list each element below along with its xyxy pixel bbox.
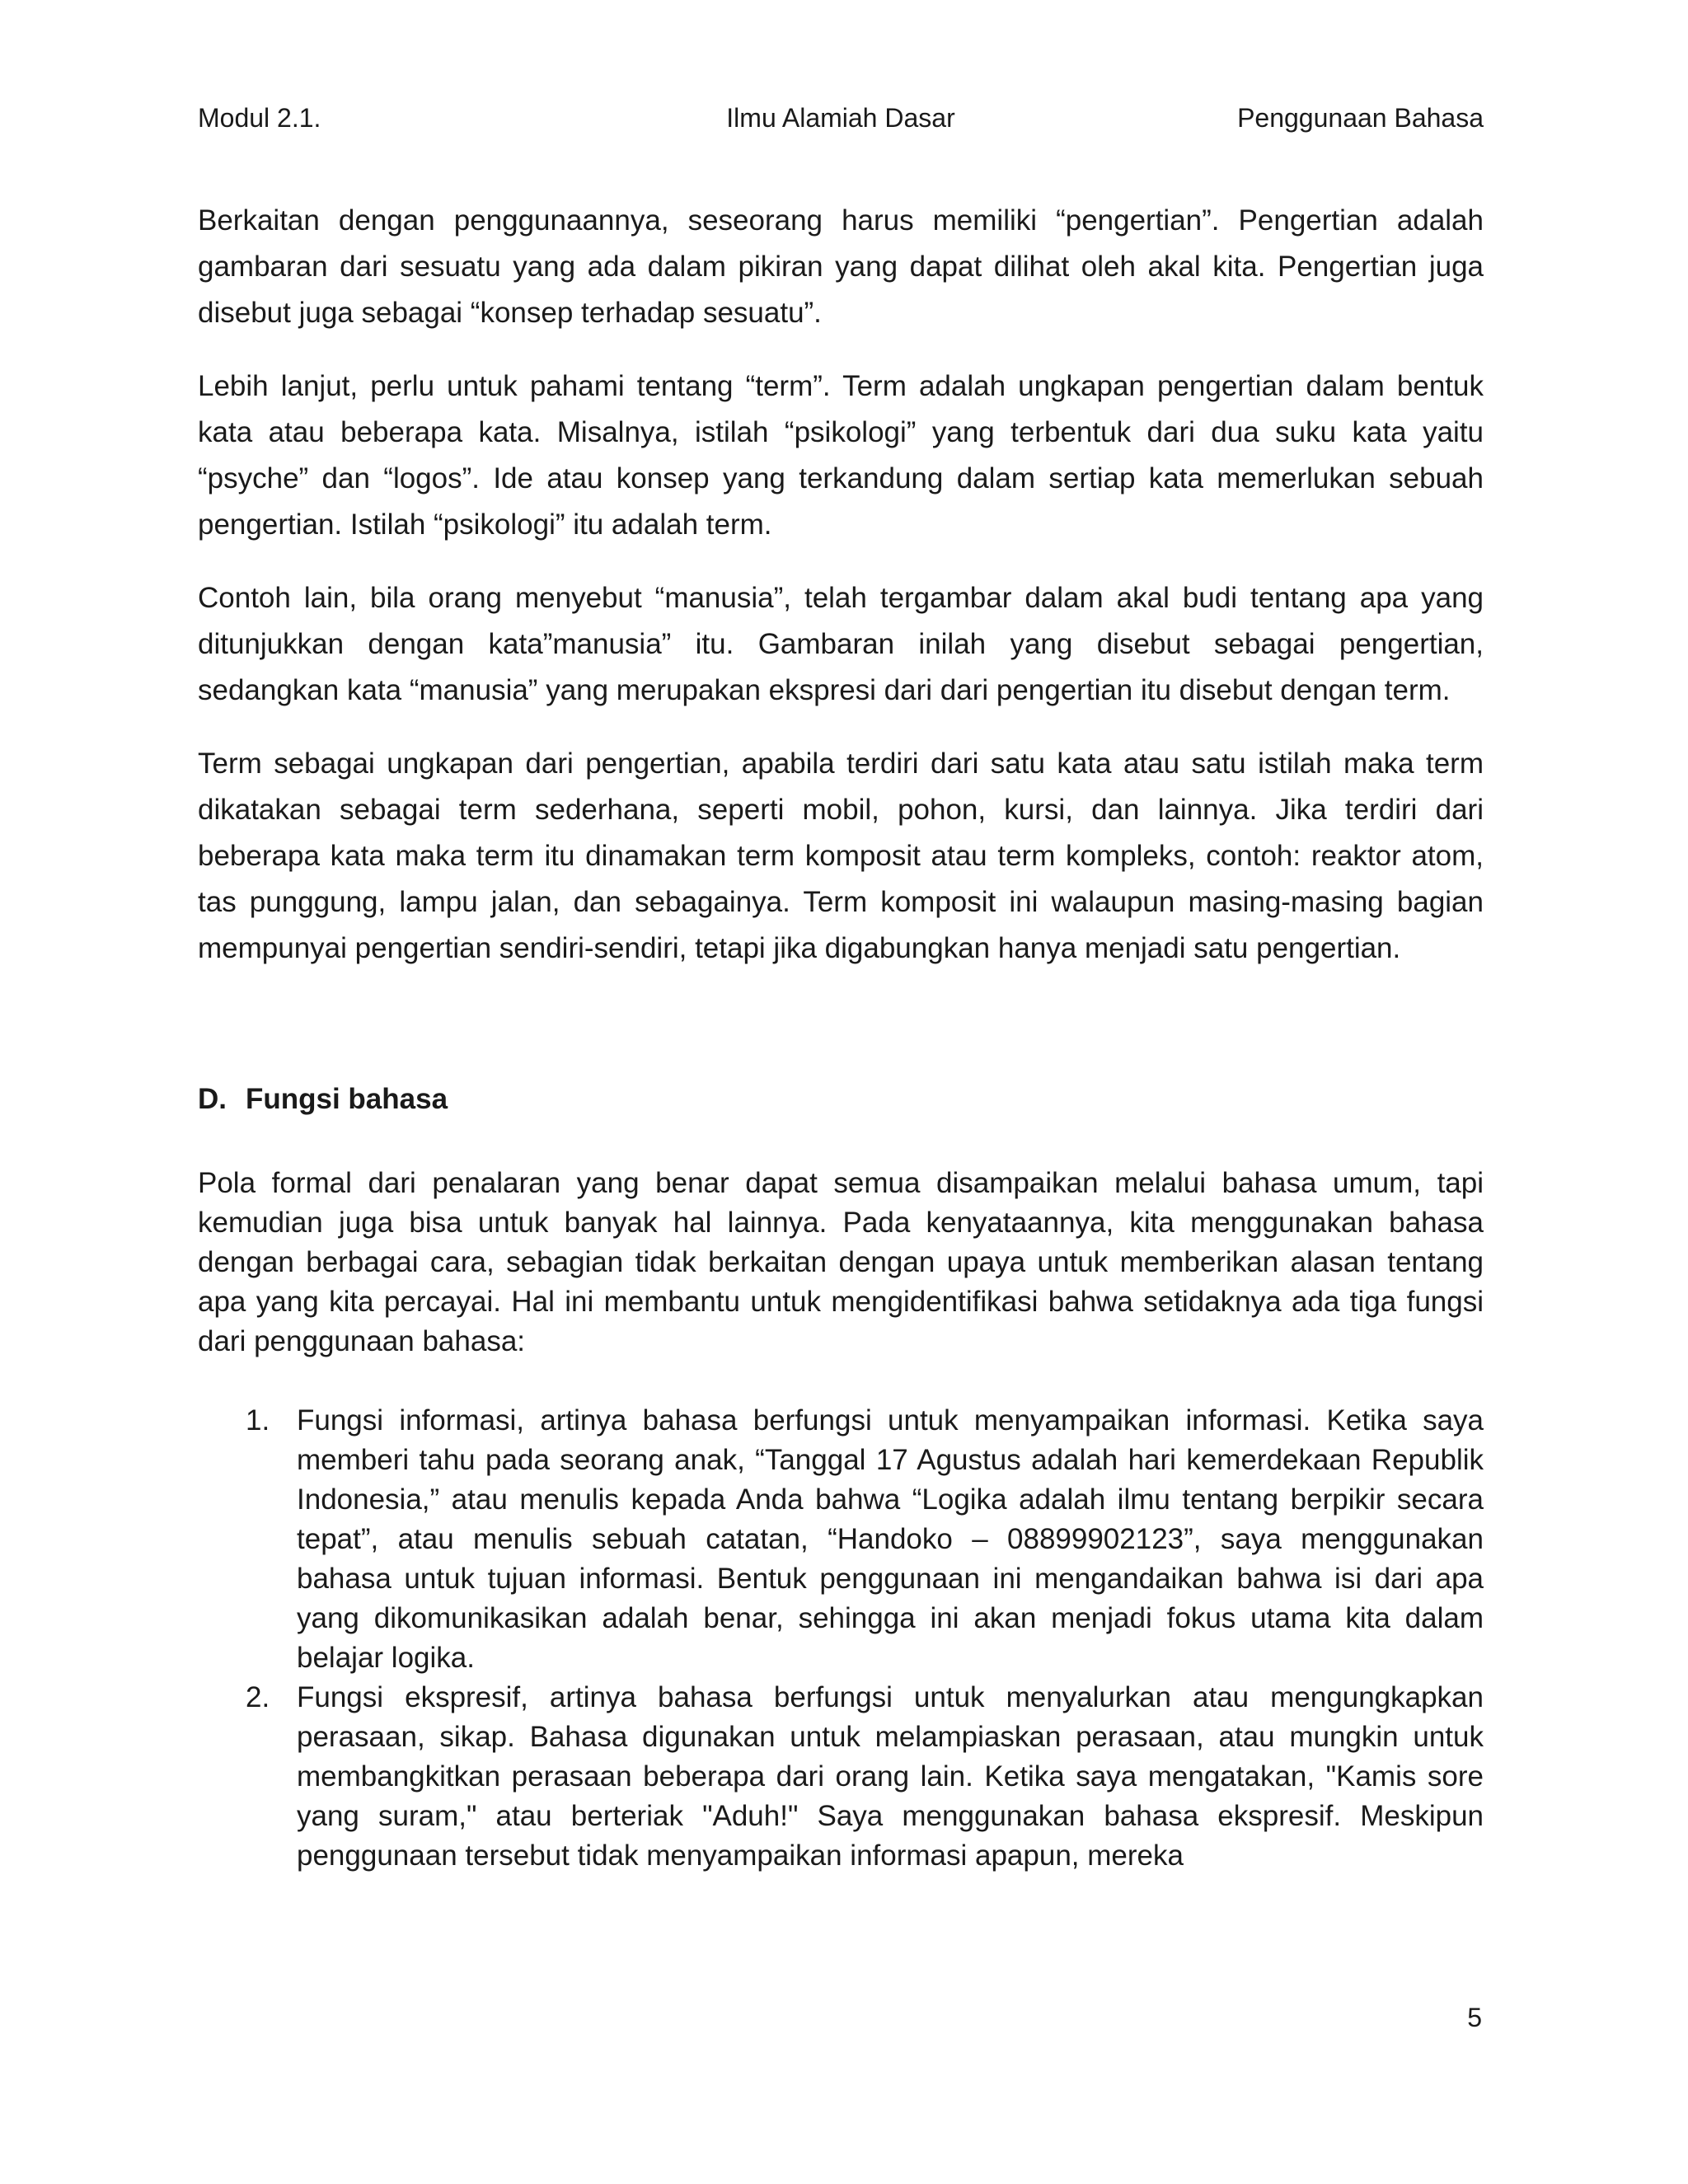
section-body [198, 1164, 1484, 1876]
list-item-text: Fungsi informasi, artinya bahasa berfungsi untuk menyampaikan informasi. Ketika saya memberi tahu pada seorang anak, “Tanggal 17 Agustus adalah hari kemerdekaan Republik Indonesia,” atau menulis kepada Anda bahwa “Logika adalah ilmu tentang berpikir secara tepat”, atau menulis sebuah catatan, “Handoko – 08899902123”, saya menggunakan bahasa untuk tujuan informasi. Bentuk penggunaan ini mengandaikan bahwa isi dari apa yang dikomunikasikan adalah benar, sehingga ini akan menjadi fokus utama kita dalam belajar logika. [297, 1404, 1484, 1674]
paragraph-term: Lebih lanjut, perlu untuk pahami tentang “term”. Term adalah ungkapan pengertian dalam bentuk kata atau beberapa kata. Misalnya, istilah “psikologi” yang terbentuk dari dua suku kata yaitu “psyche” dan “logos”. Ide atau konsep yang terkandung dalam sertiap kata memerlukan sebuah pengertian. Istilah “psikologi” itu adalah term. [198, 370, 1484, 541]
list-item [198, 1678, 1484, 1876]
page-header [198, 99, 1484, 137]
list-item [198, 1401, 1484, 1678]
header-chapter-title: Penggunaan Bahasa [1237, 103, 1484, 133]
paragraph-pengertian: Berkaitan dengan penggunaannya, seseorang harus memiliki “pengertian”. Pengertian adalah gambaran dari sesuatu yang ada dalam pikiran yang dapat dilihat oleh akal kita. Pengertian juga disebut juga sebagai “konsep terhadap sesuatu”. [198, 204, 1484, 329]
header-module: Modul 2.1. [198, 103, 321, 133]
page-number: 5 [1467, 2003, 1482, 2032]
section-number: D. [198, 1083, 227, 1115]
paragraph-term-komposit: Term sebagai ungkapan dari pengertian, apabila terdiri dari satu kata atau satu istilah maka term dikatakan sebagai term sederhana, seperti mobil, pohon, kursi, dan lainnya. Jika terdiri dari beberapa kata maka term itu dinamakan term komposit atau term kompleks, contoh: reaktor atom, tas punggung, lampu jalan, dan sebagainya. Term komposit ini walaupun masing-masing bagian mempunyai pengertian sendiri-sendiri, tetapi jika digabungkan hanya menjadi satu pengertian. [198, 748, 1484, 964]
list-item-text: Fungsi ekspresif, artinya bahasa berfungsi untuk menyalurkan atau mengungkapkan perasaan, sikap. Bahasa digunakan untuk melampiaskan perasaan, atau mungkin untuk membangkitkan perasaan beberapa dari orang lain. Ketika saya mengatakan, "Kamis sore yang suram," atau berteriak "Aduh!" Saya menggunakan bahasa ekspresif. Meskipun penggunaan tersebut tidak menyampaikan informasi apapun, mereka [297, 1681, 1484, 1872]
page-content [198, 198, 1484, 1876]
list-item-number: 2. [246, 1681, 270, 1713]
paragraph-fungsi-intro: Pola formal dari penalaran yang benar dapat semua disampaikan melalui bahasa umum, tapi kemudian juga bisa untuk banyak hal lainnya. Pada kenyataannya, kita menggunakan bahasa dengan berbagai cara, sebagian tidak berkaitan dengan upaya untuk memberikan alasan tentang apa yang kita percayai. Hal ini membantu untuk mengidentifikasi bahwa setidaknya ada tiga fungsi dari penggunaan bahasa: [198, 1167, 1484, 1357]
list-item-number: 1. [246, 1404, 270, 1436]
paragraph-contoh-manusia: Contoh lain, bila orang menyebut “manusia”, telah tergambar dalam akal budi tentang apa yang ditunjukkan dengan kata”manusia” itu. Gambaran inilah yang disebut sebagai pengertian, sedangkan kata “manusia” yang merupakan ekspresi dari dari pengertian itu disebut dengan term. [198, 582, 1484, 706]
fungsi-list [198, 1401, 1484, 1876]
header-course-title: Ilmu Alamiah Dasar [726, 103, 955, 133]
section-heading [198, 1076, 1484, 1122]
section-title: Fungsi bahasa [246, 1083, 448, 1115]
